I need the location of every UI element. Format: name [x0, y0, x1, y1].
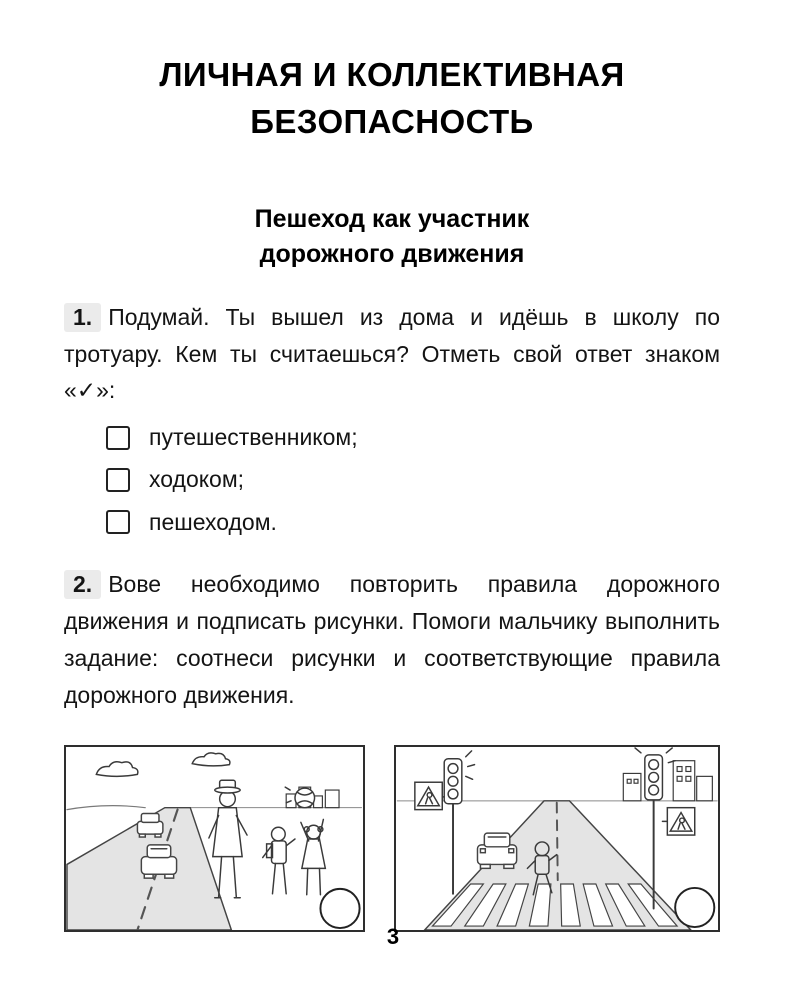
- traffic-light-icon: [444, 751, 474, 894]
- task-1: [64, 299, 720, 409]
- child-girl-figure: [301, 820, 325, 895]
- crosswalk-scene-drawing: [396, 747, 718, 930]
- task-2-text: Вове необходимо повторить правила дорожного движения и подписать рисунки. Помоги мальчику выполнить задание: соотнеси рисунки и соответствующие правила дорожного движения.: [64, 571, 720, 708]
- answer-circle-2: [675, 888, 714, 927]
- answer-option: [106, 421, 720, 454]
- task-1-text: Подумай. Ты вышел из дома и идёшь в школу по тротуару. Кем ты считаешься? Отметь свой ответ знаком «✓»:: [64, 303, 720, 404]
- answer-option: [106, 463, 720, 496]
- illustration-crosswalk-scene: [394, 745, 720, 932]
- page-number: 3: [386, 924, 400, 949]
- section-subtitle: [64, 202, 720, 272]
- page-title-line1: ЛИЧНАЯ И КОЛЛЕКТИВНАЯ: [159, 56, 625, 93]
- task-1-options: [106, 421, 720, 539]
- answer-option-label: пешеходом.: [149, 508, 277, 535]
- sidewalk-scene-drawing: [66, 747, 363, 930]
- answer-option-label: путешественником;: [149, 424, 358, 451]
- answer-checkbox-3[interactable]: [106, 510, 130, 534]
- task-2-illustrations: [64, 745, 720, 932]
- answer-option-label: ходоком;: [149, 466, 245, 493]
- car-icon: [137, 814, 162, 837]
- clouds-icon: [96, 753, 230, 776]
- task-1-number: 1.: [64, 303, 101, 332]
- task-2-number: 2.: [64, 570, 101, 599]
- car-icon: [141, 845, 176, 878]
- answer-checkbox-1[interactable]: [106, 426, 130, 450]
- child-boy-figure: [263, 828, 295, 895]
- answer-checkbox-2[interactable]: [106, 468, 130, 492]
- page-title-line2: БЕЗОПАСНОСТЬ: [250, 102, 534, 140]
- answer-option: [106, 506, 720, 539]
- pedestrian-crossing-sign-icon: [662, 808, 694, 835]
- answer-circle-1: [320, 889, 359, 928]
- buildings-icon: [623, 761, 712, 801]
- illustration-sidewalk-scene: [64, 745, 365, 932]
- section-subtitle-line1: Пешеход как участник: [254, 204, 530, 233]
- ball-icon: [285, 787, 314, 808]
- pedestrian-crossing-sign-icon: [414, 783, 443, 810]
- section-subtitle-line2: дорожного движения: [259, 239, 525, 268]
- task-2: [64, 566, 720, 713]
- page-title: [64, 52, 720, 146]
